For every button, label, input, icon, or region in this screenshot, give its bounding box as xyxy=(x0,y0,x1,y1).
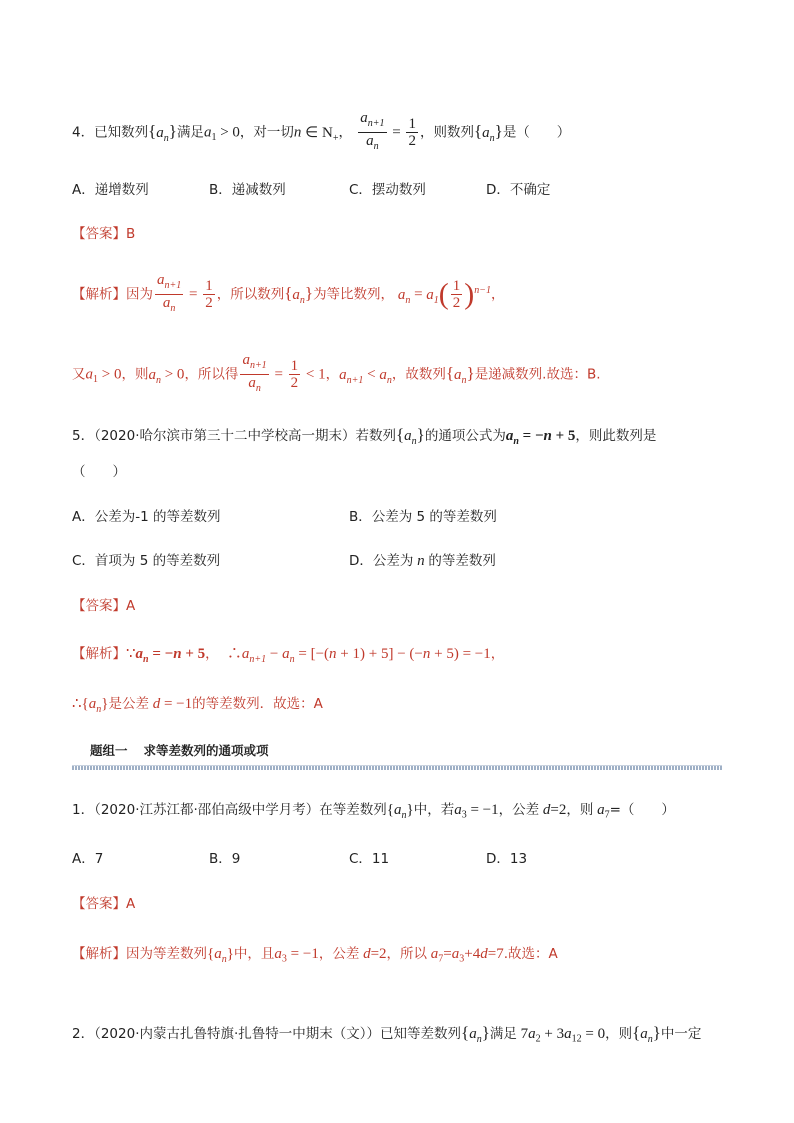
q4-analysis-cont: 又$a_1 > 0$，则$a_n > 0$，所以得 $\frac{a_{n+1}}{a_n}$ = $\frac{1}{2}$ < 1，$a_{n+1} < a_n$，故数列$\{a_n\}$是递减数列.故选：B. xyxy=(72,352,601,394)
q4-option-c: C．摆动数列 xyxy=(349,182,426,198)
q5-option-a: A．公差为-1 的等差数列 xyxy=(72,509,221,525)
q4-stem: 4．已知数列$\{a_n\}$满足$a_1 > 0$，对一切n ∈ $N_+$， $\frac{a_{n+1}}{a_n}$ = $\frac{1}{2}$ ，则数列$\{a_n\}$是（ ） xyxy=(72,110,570,155)
g1-option-a: A．7 xyxy=(72,851,104,867)
g2-stem: 2．（2020·内蒙古扎鲁特旗·扎鲁特一中期末（文））已知等差数列$\{a_n\}$满足 $7a_2 + 3a_{12} = 0$，则$\{a_n\}$中一定 xyxy=(72,1023,702,1045)
q5-option-b: B．公差为 5 的等差数列 xyxy=(349,509,497,525)
question-number: 5． xyxy=(72,428,95,444)
g1-stem: 1．（2020·江苏江都·邵伯高级中学月考）在等差数列$\{a_n\}$中，若$a_3 = -1$，公差 d=2，则 $a_7=$（ ） xyxy=(72,802,675,821)
group-heading xyxy=(90,741,269,759)
g1-option-b: B．9 xyxy=(209,851,241,867)
g1-analysis: 【解析】因为等差数列$\{a_n\}$中，且$a_3 = -1$，公差 d=2，所以 $a_7=a_3+4d=7$.故选：A xyxy=(72,946,558,965)
q5-stem-paren: （ ） xyxy=(72,464,126,480)
analysis-label: 【解析】 xyxy=(72,946,126,962)
q5-option-c: C．首项为 5 的等差数列 xyxy=(72,553,221,569)
q5-option-d: D．公差为 n 的等差数列 xyxy=(349,553,496,569)
question-number: 1． xyxy=(72,802,95,818)
question-number: 2． xyxy=(72,1026,95,1042)
q5-stem: 5．（2020·哈尔滨市第三十二中学校高一期末）若数列$\{a_n\}$的通项公式为$a_n = -n + 5$，则此数列是 xyxy=(72,425,657,447)
g1-answer: 【答案】A xyxy=(72,896,136,912)
q4-answer: 【答案】B xyxy=(72,226,136,242)
ratio-fraction: $\frac{a_{n+1}}{a_n}$ xyxy=(360,110,385,152)
analysis-label: 【解析】 xyxy=(72,286,126,303)
g1-option-d: D．13 xyxy=(486,851,528,867)
answer-label: 【答案】 xyxy=(72,226,126,242)
group-label: 题组一 xyxy=(90,743,128,758)
group-divider xyxy=(72,765,722,770)
answer-label: 【答案】 xyxy=(72,598,126,614)
q4-analysis: 【解析】因为 $\frac{a_{n+1}}{a_n}$ = $\frac{1}{2}$ ，所以数列$\{a_n\}$为等比数列， $a_n = a_1$( $\frac{1}{2}$ )$^{n-1}$， xyxy=(72,272,505,314)
g1-option-c: C．11 xyxy=(349,851,390,867)
q4-option-b: B．递减数列 xyxy=(209,182,286,198)
q4-option-d: D．不确定 xyxy=(486,182,551,198)
q5-analysis: 【解析】$\because a_n = -n + 5$， $\therefore a_{n+1} - a_n = [-(n + 1) + 5] - (-n + 5) = -1$， xyxy=(72,646,505,665)
q4-option-a: A．递增数列 xyxy=(72,182,149,198)
question-number: 4． xyxy=(72,124,95,141)
answer-label: 【答案】 xyxy=(72,896,126,912)
q5-conclusion: $\therefore\{a_n\}$是公差 d = −1的等差数列．故选：A xyxy=(72,696,323,715)
q5-answer: 【答案】A xyxy=(72,598,136,614)
analysis-label: 【解析】 xyxy=(72,646,126,662)
group-title: 求等差数列的通项或项 xyxy=(143,743,269,758)
